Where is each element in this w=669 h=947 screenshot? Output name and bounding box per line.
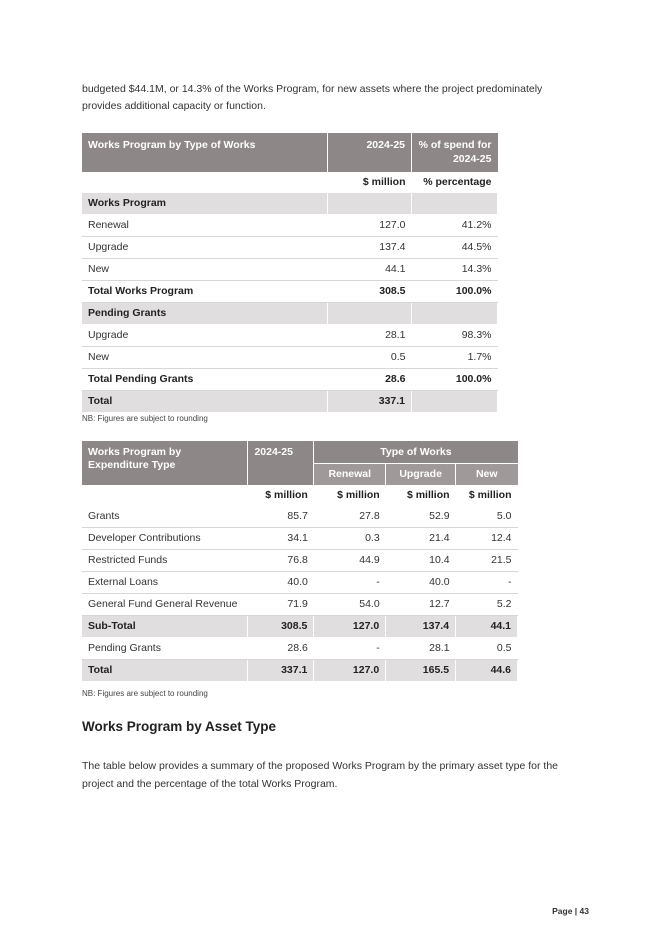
table-cell: 165.5 xyxy=(386,660,456,682)
intro-paragraph: budgeted $44.1M, or 14.3% of the Works Program, for new assets where the project predominately provides additional capacity or function. xyxy=(82,83,543,112)
table-cell: 308.5 xyxy=(248,616,314,638)
table-cell: - xyxy=(456,572,518,594)
table-cell: 44.1 xyxy=(456,616,518,638)
table-cell: 137.4 xyxy=(328,237,412,259)
table-cell: 85.7 xyxy=(248,506,314,528)
table-cell: 52.9 xyxy=(386,506,456,528)
table-row xyxy=(82,550,518,572)
table-cell: 12.4 xyxy=(456,528,518,550)
table2-subtotal-row xyxy=(82,616,518,638)
table-cell: - xyxy=(314,572,386,594)
table-row xyxy=(82,594,518,616)
table2-units-cell: $ million xyxy=(468,489,512,501)
table1-total-row xyxy=(82,369,498,391)
table-cell: 98.3% xyxy=(412,325,498,347)
table-cell: 137.4 xyxy=(386,616,456,638)
table2-units-cell: $ million xyxy=(406,489,450,501)
table2-units-cell: $ million xyxy=(265,489,308,501)
table-cell: 0.5 xyxy=(456,638,518,660)
table-row xyxy=(82,237,498,259)
table1-units-cell xyxy=(82,172,328,193)
table1-units-cell: % percentage xyxy=(423,176,492,188)
table-cell: 100.0% xyxy=(412,281,498,303)
table1-units-cell: $ million xyxy=(362,176,406,188)
table1-note: NB: Figures are subject to rounding xyxy=(82,414,208,423)
table-cell: 5.0 xyxy=(456,506,518,528)
table2-subheader-new: New xyxy=(456,464,518,486)
table-cell: 14.3% xyxy=(412,259,498,281)
table-cell: 44.5% xyxy=(412,237,498,259)
table-cell: 44.6 xyxy=(456,660,518,682)
table2-subheader-upgrade: Upgrade xyxy=(386,464,456,486)
table1-units-row xyxy=(82,172,498,193)
table2-header-group: Type of Works xyxy=(314,441,518,464)
table-cell: 28.1 xyxy=(386,638,456,660)
table-cell: Sub-Total xyxy=(82,616,248,638)
table-cell: 308.5 xyxy=(328,281,412,303)
table1-header-year: 2024-25 xyxy=(328,133,412,172)
table2-header-type: Works Program by Expenditure Type xyxy=(82,441,248,485)
table-cell: 21.4 xyxy=(386,528,456,550)
table-cell: 44.1 xyxy=(328,259,412,281)
table1-grand-total-row xyxy=(82,391,498,413)
table-cell: 34.1 xyxy=(248,528,314,550)
table-cell: 337.1 xyxy=(328,391,412,413)
table-row xyxy=(82,638,518,660)
table2-header-row xyxy=(82,441,518,464)
table-cell: Restricted Funds xyxy=(82,550,248,572)
table-cell: 40.0 xyxy=(248,572,314,594)
table-cell: 76.8 xyxy=(248,550,314,572)
table-cell: Total xyxy=(82,660,248,682)
table-cell: 5.2 xyxy=(456,594,518,616)
table1-total-row xyxy=(82,281,498,303)
table-cell: New xyxy=(82,347,328,369)
table-cell: Upgrade xyxy=(82,237,328,259)
table-cell: Upgrade xyxy=(82,325,328,347)
table-cell: 41.2% xyxy=(412,215,498,237)
table-row xyxy=(82,506,518,528)
table1-section-title: Pending Grants xyxy=(82,303,328,325)
table-cell: 127.0 xyxy=(328,215,412,237)
table-row xyxy=(82,215,498,237)
table-cell: Grants xyxy=(82,506,248,528)
section-paragraph: The table below provides a summary of the proposed Works Program by the primary asset type for the project and the percentage of the total Works Program. xyxy=(82,760,559,790)
table2-units-row xyxy=(82,485,518,506)
table-cell: 44.9 xyxy=(314,550,386,572)
table1-section-title: Works Program xyxy=(82,193,328,215)
table2-header-year: 2024-25 xyxy=(248,441,314,485)
table1-section-row xyxy=(82,193,498,215)
table-row xyxy=(82,347,498,369)
table1-section-row xyxy=(82,303,498,325)
table-cell xyxy=(412,391,498,413)
table-cell: Developer Contributions xyxy=(82,528,248,550)
table2-total-row xyxy=(82,660,518,682)
works-program-by-expenditure-table xyxy=(82,441,518,681)
table-cell: Total xyxy=(82,391,328,413)
table-cell: 127.0 xyxy=(314,660,386,682)
table-cell: 10.4 xyxy=(386,550,456,572)
table-cell: 0.5 xyxy=(328,347,412,369)
table-cell: External Loans xyxy=(82,572,248,594)
table-cell: New xyxy=(82,259,328,281)
table-cell: Total Works Program xyxy=(82,281,328,303)
table-cell: 28.6 xyxy=(328,369,412,391)
table-cell: 28.1 xyxy=(328,325,412,347)
table-cell: 1.7% xyxy=(412,347,498,369)
table2-subheader-renewal: Renewal xyxy=(314,464,386,486)
table1-header-type: Works Program by Type of Works xyxy=(82,133,328,172)
works-program-by-type-table xyxy=(82,133,498,412)
table-cell: 127.0 xyxy=(314,616,386,638)
table-row xyxy=(82,572,518,594)
table-cell: Pending Grants xyxy=(82,638,248,660)
table2-units-cell: $ million xyxy=(337,489,380,501)
table-cell: 12.7 xyxy=(386,594,456,616)
table-row xyxy=(82,325,498,347)
table-cell: 40.0 xyxy=(386,572,456,594)
table-cell: 337.1 xyxy=(248,660,314,682)
table-cell: Renewal xyxy=(82,215,328,237)
table1-header-percent: % of spend for 2024-25 xyxy=(412,133,498,172)
table2-note: NB: Figures are subject to rounding xyxy=(82,689,208,698)
table-cell: 21.5 xyxy=(456,550,518,572)
table-cell: 27.8 xyxy=(314,506,386,528)
table1-header-row xyxy=(82,133,498,172)
table-row xyxy=(82,528,518,550)
table-row xyxy=(82,259,498,281)
section-heading: Works Program by Asset Type xyxy=(82,719,277,734)
table-cell: Total Pending Grants xyxy=(82,369,328,391)
table-cell: General Fund General Revenue xyxy=(82,594,248,616)
table-cell: 100.0% xyxy=(412,369,498,391)
page-number: Page | 43 xyxy=(552,906,589,916)
table-cell: 28.6 xyxy=(248,638,314,660)
table2-units-cell xyxy=(82,485,248,506)
table-cell: 71.9 xyxy=(248,594,314,616)
table-cell: - xyxy=(314,638,386,660)
table-cell: 54.0 xyxy=(314,594,386,616)
table-cell: 0.3 xyxy=(314,528,386,550)
